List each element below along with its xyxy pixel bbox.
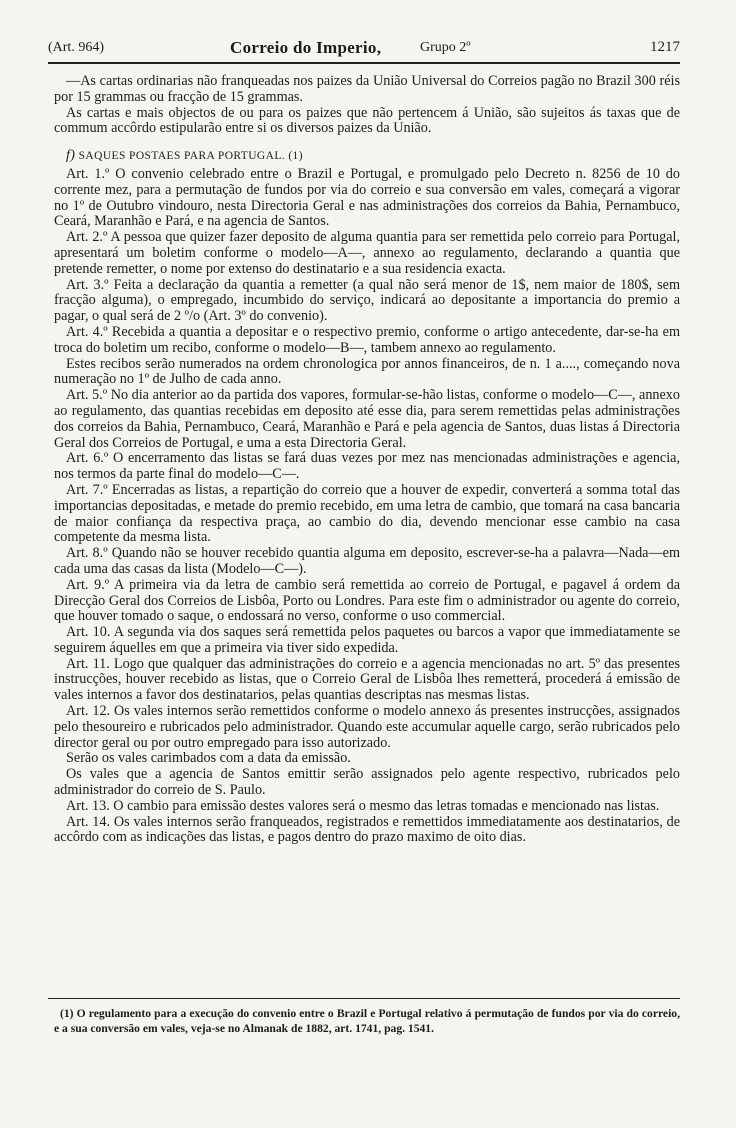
footnote: [54, 1006, 680, 1036]
article-paragraph: Art. 14. Os vales internos serão franqueados, registrados e remettidos immediatamente aos destinatarios, de accôrdo com as indicações das listas, e pagos dentro do prazo maximo de oito dias.: [54, 813, 680, 846]
article-paragraph: Art. 6.º O encerramento das listas se fará duas vezes por mez nas mencionadas administrações e agencia, nos termos da parte final do modelo—C—.: [54, 450, 680, 483]
running-title: Correio do Imperio,: [230, 38, 382, 57]
intro-paragraph: As cartas e mais objectos de ou para os paizes que não pertencem á União, são sujeitos ás taxas que de commum accôrdo estipularão entre si os diversos paizes da União.: [54, 104, 680, 137]
footnote-ref: (1): [288, 150, 303, 163]
body-text: [54, 74, 680, 846]
article-paragraph: Estes recibos serão numerados na ordem chronologica por annos financeiros, de n. 1 a...., começando nova numeração no 1º de Julho de cada anno.: [54, 355, 680, 388]
article-paragraph: Art. 2.º A pessoa que quizer fazer deposito de alguma quantia para ser remettida pelo correio para Portugal, apresentará um boletim conforme o modelo—A—, annexo ao regulamento, declarando a quantia que pretende remetter, o nome por extenso do destinatario e a sua residencia exacta.: [54, 229, 680, 277]
article-paragraph: Art. 11. Logo que qualquer das administrações do correio e a agencia mencionadas no art. 5º das presentes instrucções, houver recebido as listas, que o Correio Geral de Lisbôa lhes remetterá, procederá á emissão de vales internos a favor dos destinatarios, pelas quantias descriptas nas mesmas listas.: [54, 655, 680, 704]
intro-paragraph: —As cartas ordinarias não franqueadas nos paizes da União Universal do Correios pagão no Brazil 300 réis por 15 grammas ou fracção de 15 grammas.: [54, 73, 680, 105]
page-header: [48, 36, 680, 58]
article-paragraph: Art. 13. O cambio para emissão destes valores será o mesmo das letras tomadas e mencionado nas listas.: [66, 797, 660, 814]
article-paragraph: Art. 12. Os vales internos serão remettidos conforme o modelo annexo ás presentes instrucções, assignados pelo thesoureiro e rubricados pelo administrador. Quando este accumular aquelle cargo, serão rubricados pelo director geral ou por outro empregado para isso autorizado.: [54, 703, 680, 751]
article-paragraph: Art. 4.º Recebida a quantia a depositar e o respectivo premio, conforme o artigo antecedente, dar-se-ha em troca do boletim um recibo, conforme o modelo—B—, tambem annexo ao regulamento.: [54, 323, 680, 356]
article-paragraph: Art. 9.º A primeira via da letra de cambio será remettida ao correio de Portugal, e pagavel á ordem da Direcção Geral dos Correios de Lisbôa, Porto ou Londres. Para este fim o administrador ou agente do correio, que houver tomado o saque, o endossará no verso, conforme o uso commercial.: [54, 576, 680, 625]
article-paragraph: Art. 3.º Feita a declaração da quantia a remetter (a qual não será menor de 1$, nem maior de 180$, sem fracção alguma), o empregado, incumbido do serviço, indicará ao depositante a importancia do premio a pagar, o qual será de 2 º/o (Art. 3º do convenio).: [54, 276, 680, 325]
section-heading: [54, 148, 680, 165]
article-reference: (Art. 964): [48, 40, 104, 55]
article-paragraph: Art. 1.º O convenio celebrado entre o Brazil e Portugal, e promulgado pelo Decreto n. 8256 de 10 do corrente mez, para a permutação de fundos por via do correio e sua conversão em vales, começará a vigorar no 1º de Outubro vindouro, nesta Directoria Geral e nas administrações dos correios da Bahia, Pernambuco, Ceará, Maranhão e Pará, e na agencia de Santos.: [54, 165, 680, 230]
article-paragraph: Serão os vales carimbados com a data da emissão.: [66, 750, 351, 767]
page-number: 1217: [650, 39, 680, 55]
article-paragraph: Os vales que a agencia de Santos emittir serão assignados pelo agente respectivo, rubricados pelo administrador do correio de S. Paulo.: [54, 766, 680, 799]
article-paragraph: Art. 10. A segunda via dos saques será remettida pelos paquetes ou barcos a vapor que immediatamente se seguirem áquelles em que a primeira via tiver sido expedida.: [54, 624, 680, 656]
section-letter: f): [66, 148, 76, 164]
section-title: SAQUES POSTAES PARA PORTUGAL.: [78, 150, 286, 163]
footnote-text: (1) O regulamento para a execução do convenio entre o Brazil e Portugal relativo á permutação de fundos por via do correio, e a sua conversão em vales, veja-se no Almanak de 1882, art. 1741, pag. 1541.: [54, 1007, 680, 1035]
footnote-rule: [48, 998, 680, 999]
article-paragraph: Art. 7.º Encerradas as listas, a repartição do correio que a houver de expedir, converterá a somma total das importancias depositadas, e metade do premio recebido, em uma letra de cambio, que tomará na casa bancaria de maior confiança da respectiva praça, ao cambio do dia, devendo mencionar esse cambio na casa competente da mesma lista.: [54, 481, 680, 546]
group-label: Grupo 2º: [420, 40, 471, 55]
article-paragraph: Art. 8.º Quando não se houver recebido quantia alguma em deposito, escrever-se-ha a palavra—Nada—em cada uma das casas da lista (Modelo—C—).: [54, 545, 680, 577]
article-paragraph: Art. 5.º No dia anterior ao da partida dos vapores, formular-se-hão listas, conforme o modelo—C—, annexo ao regulamento, das quantias recebidas em deposito até esse dia, para serem remettidas pelas administrações dos correios da Bahia, Pernambuco, Ceará, Maranhão e Pará e pela agencia de Santos, duas listas á Directoria Geral dos Correios de Portugal, e uma a esta Directoria Geral.: [54, 387, 680, 451]
header-rule: [48, 62, 680, 64]
